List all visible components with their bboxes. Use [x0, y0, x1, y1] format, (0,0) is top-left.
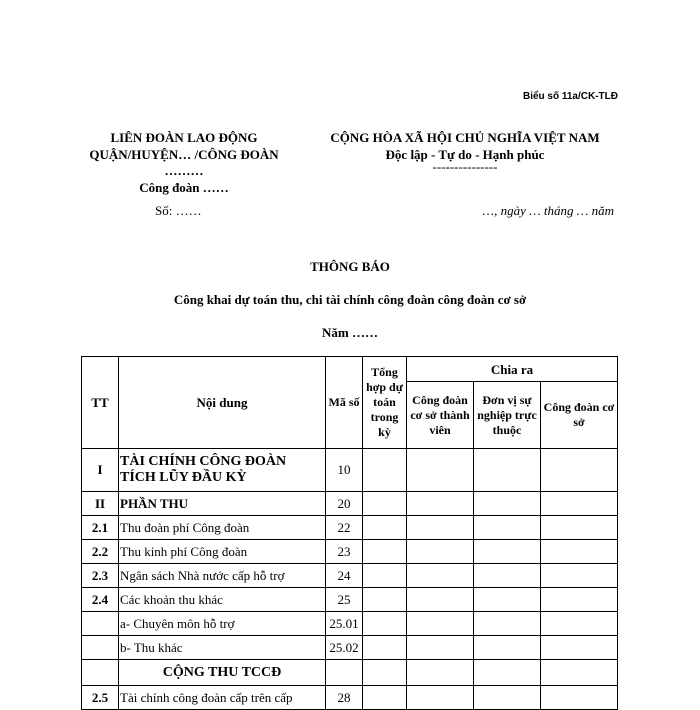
nation-title: CỘNG HÒA XÃ HỘI CHỦ NGHĨA VIỆT NAM [330, 130, 600, 145]
org-line-2: QUẬN/HUYỆN… /CÔNG ĐOÀN [89, 147, 279, 162]
motto: Độc lập - Tự do - Hạnh phúc [385, 147, 545, 162]
doc-title: THÔNG BÁO [310, 259, 390, 274]
row-tt: 2.4 [82, 588, 119, 612]
table-row [82, 612, 618, 636]
doc-subtitle: Công khai dự toán thu, chi tài chính công đoàn công đoàn cơ sở [173, 292, 527, 307]
row-tt: 2.1 [82, 516, 119, 540]
org-line-3: ……… [164, 163, 204, 178]
row-code: 20 [326, 492, 363, 516]
row-tt [82, 660, 119, 686]
org-line-4: Công đoàn …… [139, 180, 229, 195]
form-code: Biểu số 11a/CK-TLĐ [522, 91, 618, 102]
table-row [82, 636, 618, 660]
row-tt: 2.3 [82, 564, 119, 588]
row-content: Ngân sách Nhà nước cấp hỗ trợ [119, 564, 326, 588]
document-date: …, ngày … tháng … năm [482, 203, 614, 218]
row-content: b- Thu khác [119, 636, 326, 660]
row-content: Thu kinh phí Công đoàn [119, 540, 326, 564]
row-tt: 2.5 [82, 686, 119, 710]
row-content: Tài chính công đoàn cấp trên cấp [119, 686, 326, 710]
header-tt: TT [82, 357, 119, 449]
header-sub-cdcs-thanh-vien: Công đoàn cơ sở thành viên [407, 382, 474, 449]
row-content: CỘNG THU TCCĐ [119, 660, 326, 686]
row-code: 10 [326, 449, 363, 492]
table-row [82, 492, 618, 516]
row-tt [82, 612, 119, 636]
table-row [82, 449, 618, 492]
row-content: TÀI CHÍNH CÔNG ĐOÀN TÍCH LŨY ĐẦU KỲ [119, 449, 326, 492]
table-row [82, 540, 618, 564]
row-tt: II [82, 492, 119, 516]
row-code: 25.01 [326, 612, 363, 636]
header-total: Tổng hợp dự toán trong kỳ [363, 357, 407, 449]
header-chia-ra: Chia ra [407, 357, 618, 382]
table-row [82, 564, 618, 588]
row-code [326, 660, 363, 686]
org-line-1: LIÊN ĐOÀN LAO ĐỘNG [110, 130, 258, 145]
row-tt: I [82, 449, 119, 492]
header-sub-cdcs: Công đoàn cơ sở [541, 382, 618, 449]
table-row [82, 588, 618, 612]
row-content: a- Chuyên môn hỗ trợ [119, 612, 326, 636]
budget-table [81, 356, 618, 710]
row-tt [82, 636, 119, 660]
row-code: 22 [326, 516, 363, 540]
row-code: 25.02 [326, 636, 363, 660]
table-row [82, 686, 618, 710]
row-content: PHẦN THU [119, 492, 326, 516]
table-row [82, 660, 618, 686]
header-sub-don-vi-su-nghiep: Đơn vị sự nghiệp trực thuộc [474, 382, 541, 449]
motto-underline: --------------- [432, 159, 498, 174]
row-content: Các khoản thu khác [119, 588, 326, 612]
header-content: Nội dung [119, 357, 326, 449]
row-content: Thu đoàn phí Công đoàn [119, 516, 326, 540]
table-row [82, 516, 618, 540]
row-code: 25 [326, 588, 363, 612]
row-code: 28 [326, 686, 363, 710]
header-code: Mã số [326, 357, 363, 449]
row-code: 24 [326, 564, 363, 588]
row-code: 23 [326, 540, 363, 564]
doc-year: Năm …… [322, 325, 378, 340]
document-number: Số: …… [155, 203, 202, 218]
row-tt: 2.2 [82, 540, 119, 564]
